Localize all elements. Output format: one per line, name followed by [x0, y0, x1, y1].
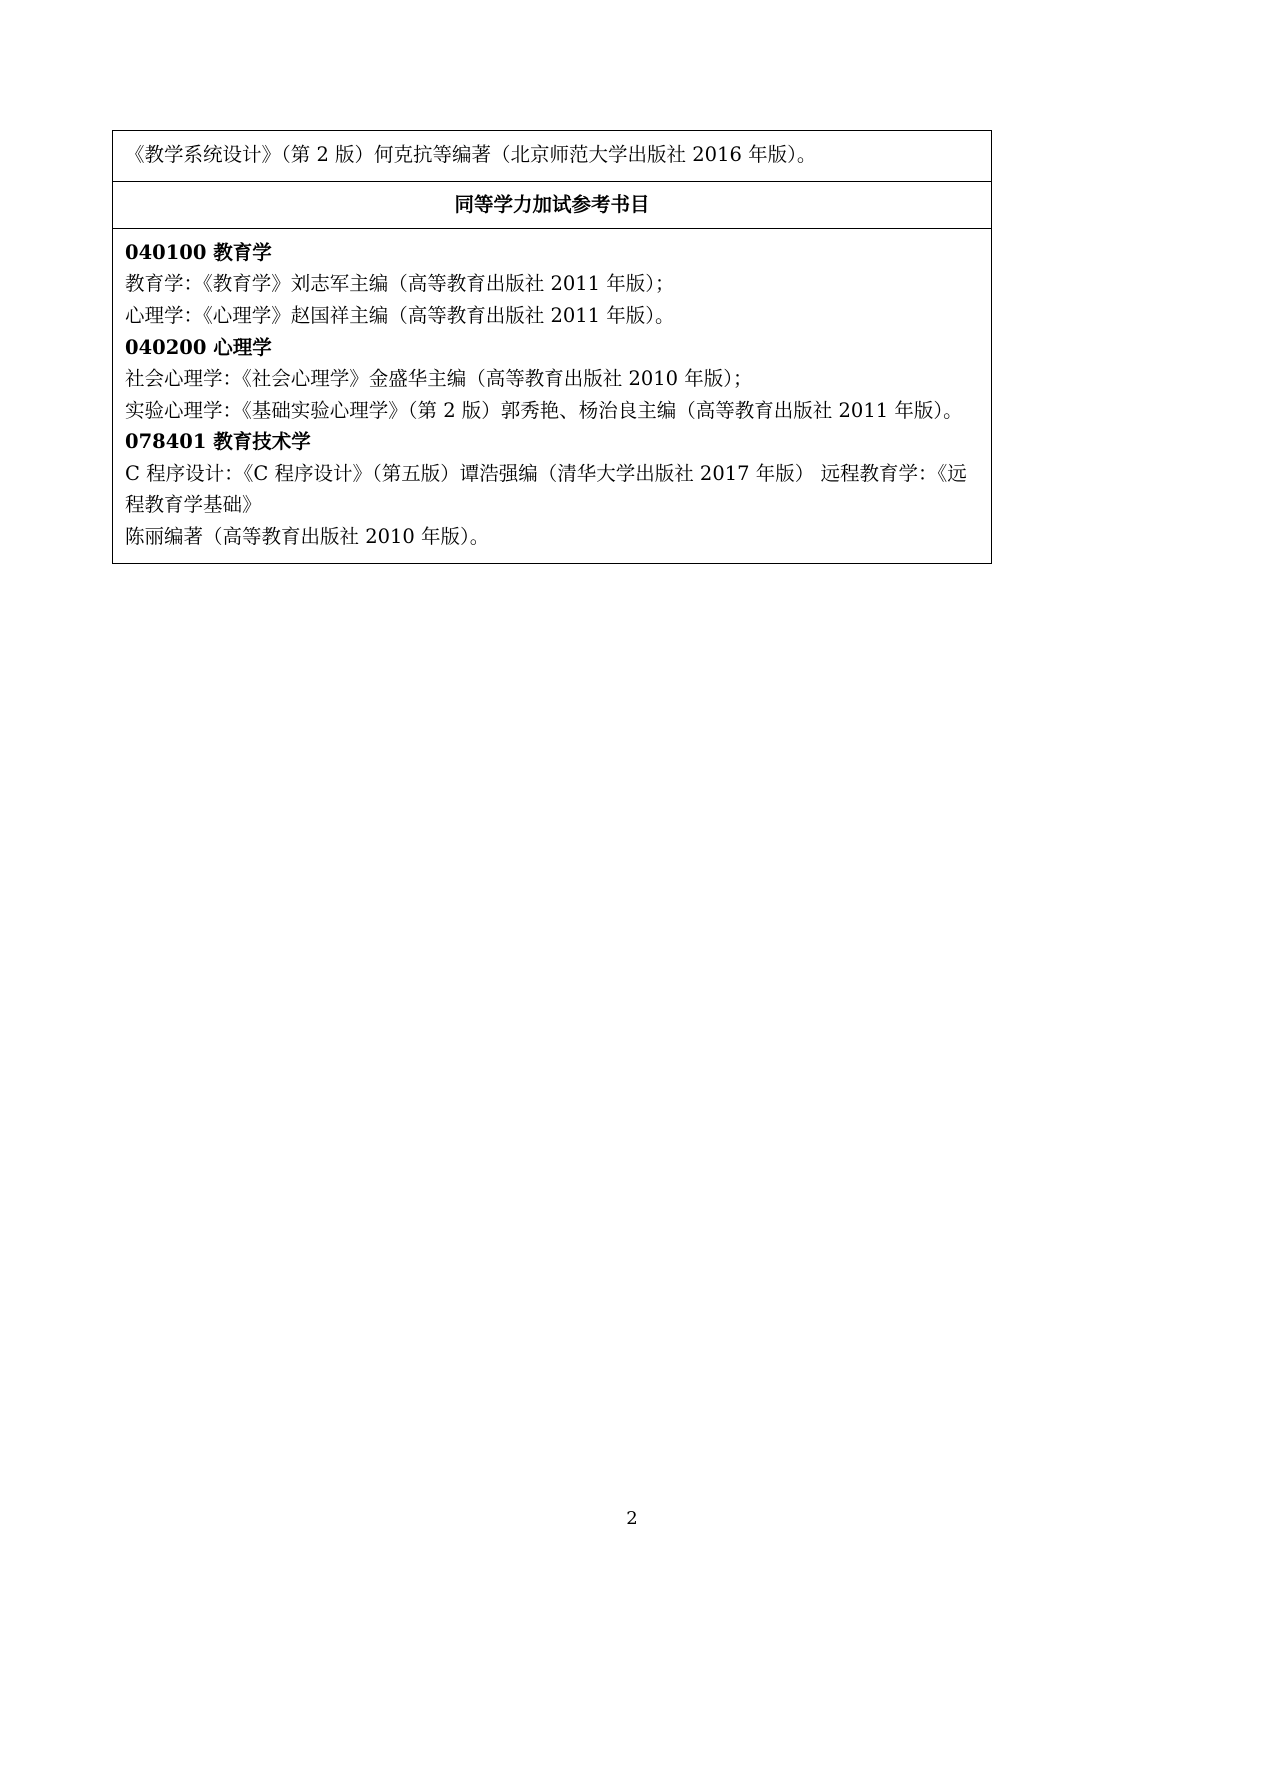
subject-line: 社会心理学：《社会心理学》金盛华主编（高等教育出版社 2010 年版）； [125, 367, 753, 391]
subject-title-psychology: 040200 心理学 [125, 335, 272, 359]
subject-line: C 程序设计：《C 程序设计》（第五版）谭浩强编（清华大学出版社 2017 年版） 远程教育学：《远程教育学基础》 [125, 461, 967, 517]
table-row [113, 228, 992, 563]
subject-line: 陈丽编著（高等教育出版社 2010 年版）。 [125, 524, 490, 548]
subject-line: 心理学：《心理学》赵国祥主编（高等教育出版社 2011 年版）。 [125, 303, 675, 327]
top-note-cell [113, 131, 992, 182]
top-note-text: 《教学系统设计》（第 2 版）何克抗等编著（北京师范大学出版社 2016 年版）。 [125, 143, 817, 166]
subject-line: 实验心理学：《基础实验心理学》（第 2 版）郭秀艳、杨治良主编（高等教育出版社 2011 年版）。 [125, 398, 963, 422]
subject-line: 教育学：《教育学》刘志军主编（高等教育出版社 2011 年版）； [125, 272, 675, 296]
section-body-cell [113, 228, 992, 563]
subject-title-edu-technology: 078401 教育技术学 [125, 430, 311, 454]
section-header-text: 同等学力加试参考书目 [454, 192, 650, 216]
section-header-cell [113, 181, 992, 228]
table-row [113, 131, 992, 182]
reference-book-table [112, 130, 992, 564]
subject-title-education: 040100 教育学 [125, 240, 272, 264]
table-row [113, 181, 992, 228]
page-number: 2 [626, 1508, 638, 1529]
